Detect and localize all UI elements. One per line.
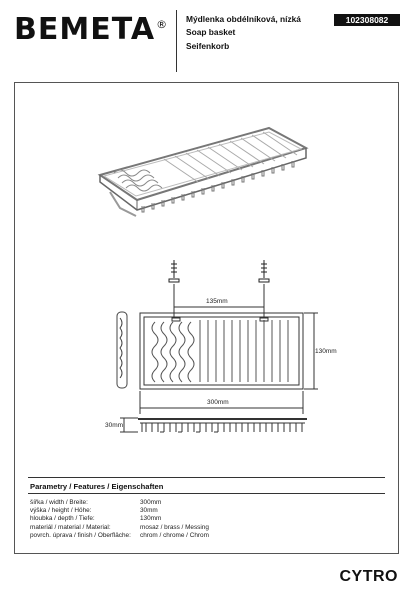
spec-row xyxy=(30,524,209,532)
product-code: 102308082 xyxy=(334,14,400,26)
spec-label: hloubka / depth / Tiefe: xyxy=(30,515,95,523)
mounting-screw-left xyxy=(169,260,179,282)
dim-label-135: 135mm xyxy=(206,298,228,305)
spec-row xyxy=(30,532,209,540)
brand-logo-text: BEMETA xyxy=(14,12,156,47)
product-name-cz: Mýdlenka obdélníková, nízká xyxy=(186,14,301,24)
spec-value: 30mm xyxy=(140,507,158,515)
top-view xyxy=(140,313,303,389)
product-name-de: Seifenkorb xyxy=(186,40,230,51)
spec-value: 130mm xyxy=(140,515,162,523)
front-view xyxy=(138,419,307,432)
side-view xyxy=(117,312,127,388)
dim-label-30: 30mm xyxy=(105,422,124,429)
product-names xyxy=(186,13,301,53)
product-illustration xyxy=(100,128,306,216)
header-divider xyxy=(176,10,177,72)
product-series: CYTRO xyxy=(339,568,398,585)
dim-label-130: 130mm xyxy=(315,348,337,355)
mounting-screw-right xyxy=(259,260,269,282)
params-title-rule xyxy=(28,493,385,494)
product-name-en: Soap basket xyxy=(186,27,236,38)
params-title: Parametry / Features / Eigenschaften xyxy=(30,482,164,491)
spec-table xyxy=(30,499,209,540)
spec-label: šířka / width / Breite: xyxy=(30,499,88,506)
spec-value: chrom / chrome / Chrom xyxy=(140,531,209,539)
spec-row xyxy=(30,499,209,507)
brand-logo xyxy=(14,8,168,47)
spec-row xyxy=(30,507,209,515)
dim-label-300: 300mm xyxy=(207,399,229,406)
spec-value: mosaz / brass / Messing xyxy=(140,523,209,531)
params-top-rule xyxy=(28,477,385,478)
technical-drawing xyxy=(14,82,399,472)
spec-label: výška / height / Höhe: xyxy=(30,507,92,515)
spec-label: povrch. úprava / finish / Oberfläche: xyxy=(30,531,131,539)
spec-value: 300mm xyxy=(140,499,162,506)
spec-row xyxy=(30,515,209,523)
spec-label: materiál / material / Material: xyxy=(30,523,111,531)
registered-mark: ® xyxy=(156,18,169,31)
